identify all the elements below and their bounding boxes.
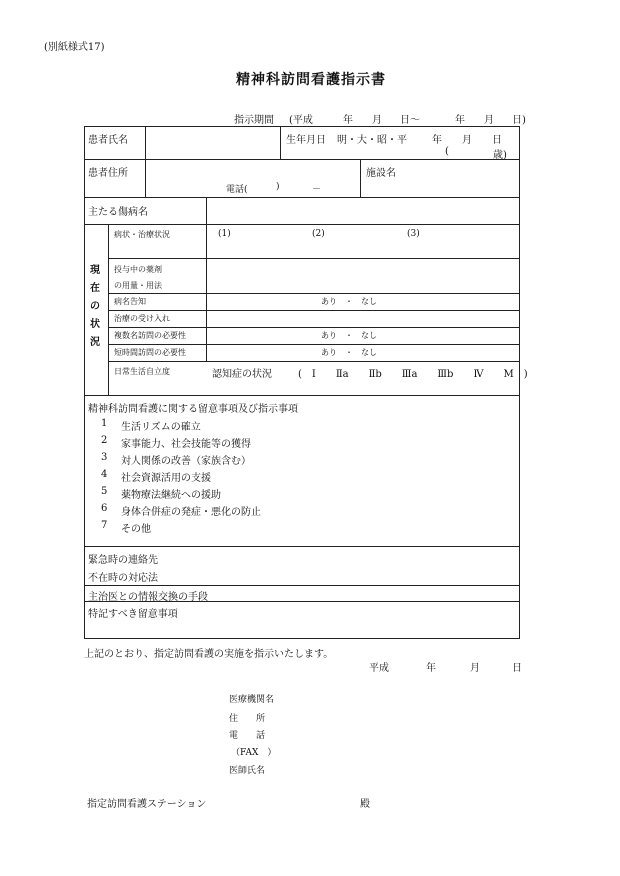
period-day-2: 日): [512, 115, 526, 126]
birth-era-options[interactable]: 明・大・昭・平: [337, 135, 407, 146]
short-visit-label: 短時間訪問の必要性: [114, 348, 186, 357]
treatment-acceptance-field[interactable]: [208, 312, 518, 326]
medication-label-line1: 投与中の薬剤: [114, 265, 162, 274]
emergency-contact-label: 緊急時の連絡先: [88, 555, 158, 566]
instruction-item: 対人関係の改善（家族含む）: [121, 456, 251, 467]
footer-day: 日: [512, 663, 522, 674]
period-year-1: 年: [343, 115, 353, 126]
age-open: (: [445, 146, 449, 157]
disclosure-options[interactable]: あり ・ なし: [321, 297, 377, 306]
age-close: 歳): [493, 150, 507, 161]
condition-3: (3): [407, 229, 420, 239]
disclosure-label: 病名告知: [114, 297, 146, 306]
instruction-item: 生活リズムの確立: [121, 422, 201, 433]
treatment-acceptance-label: 治療の受け入れ: [114, 314, 170, 323]
footer-month: 月: [470, 663, 480, 674]
phone-label: 電話(: [226, 185, 248, 195]
fax-label: （FAX ）: [231, 748, 277, 758]
instruction-no: 1: [101, 418, 108, 429]
instruction-item: 薬物療法継続への援助: [121, 490, 221, 501]
doctor-name-label: 医師氏名: [229, 766, 266, 776]
special-notes-label: 特記すべき留意事項: [88, 609, 178, 620]
address-label: 住 所: [229, 714, 266, 724]
footer-era: 平成: [369, 663, 389, 674]
period-month-2: 月: [484, 115, 494, 126]
period-open: (平成: [289, 115, 313, 126]
info-exchange-label: 主治医との情報交換の手段: [88, 592, 208, 603]
dementia-scale[interactable]: ( Ⅰ Ⅱa Ⅱb Ⅲa Ⅲb Ⅳ M ): [298, 369, 528, 380]
document-title: 精神科訪問看護指示書: [236, 72, 386, 88]
disease-label: 主たる傷病名: [88, 207, 148, 218]
disease-field[interactable]: [208, 199, 518, 222]
footer-year: 年: [426, 663, 436, 674]
period-year-2: 年: [455, 115, 465, 126]
instructions-heading: 精神科訪問看護に関する留意事項及び指示事項: [88, 404, 298, 415]
birth-day: 日: [492, 135, 502, 146]
instruction-no: 7: [101, 520, 108, 531]
honorific: 殿: [360, 799, 370, 810]
birth-month: 月: [462, 135, 472, 146]
condition-2: (2): [312, 229, 325, 239]
instruction-no: 2: [101, 435, 108, 446]
instruction-item: 身体合併症の発症・悪化の防止: [121, 507, 261, 518]
daily-independence-label: 日常生活自立度: [114, 367, 170, 376]
institution-label: 医療機関名: [229, 695, 275, 705]
patient-address-field[interactable]: [147, 161, 358, 181]
period-month-1: 月: [372, 115, 382, 126]
instruction-item: その他: [121, 524, 151, 535]
form-number: (別紙様式17): [44, 42, 105, 53]
facility-label: 施設名: [366, 168, 396, 179]
patient-address-label: 患者住所: [88, 168, 128, 179]
nursing-station-label: 指定訪問看護ステーション: [87, 799, 207, 810]
instruction-no: 3: [101, 452, 108, 463]
instruction-no: 5: [101, 486, 108, 497]
birth-date-label: 生年月日: [286, 135, 326, 146]
dementia-label: 認知症の状況: [212, 369, 272, 380]
instruction-statement: 上記のとおり、指定訪問看護の実施を指示いたします。: [84, 649, 334, 660]
multi-visit-label: 複数名訪問の必要性: [114, 331, 186, 340]
medication-field[interactable]: [208, 260, 518, 291]
special-notes-field[interactable]: [86, 620, 518, 637]
phone-close: ): [276, 182, 280, 192]
instruction-no: 4: [101, 469, 108, 480]
condition-label: 病状・治療状況: [114, 230, 170, 239]
patient-name-field[interactable]: [147, 128, 278, 157]
medication-label-line2: の用量・用法: [114, 281, 162, 290]
multi-visit-options[interactable]: あり ・ なし: [321, 331, 377, 340]
instruction-item: 社会資源活用の支援: [121, 473, 211, 484]
birth-year: 年: [432, 135, 442, 146]
phone-dash: －: [312, 185, 322, 195]
phone-label-footer: 電 話: [229, 731, 266, 741]
patient-name-label: 患者氏名: [88, 135, 128, 146]
current-status-label: 現 在 の 状 況: [90, 265, 100, 348]
condition-1: (1): [218, 229, 231, 239]
period-label: 指示期間: [234, 115, 274, 126]
absence-response-label: 不在時の対応法: [88, 573, 158, 584]
short-visit-options[interactable]: あり ・ なし: [321, 348, 377, 357]
period-day-1: 日～: [400, 115, 420, 126]
instruction-no: 6: [101, 503, 108, 514]
instruction-item: 家事能力、社会技能等の獲得: [121, 439, 251, 450]
